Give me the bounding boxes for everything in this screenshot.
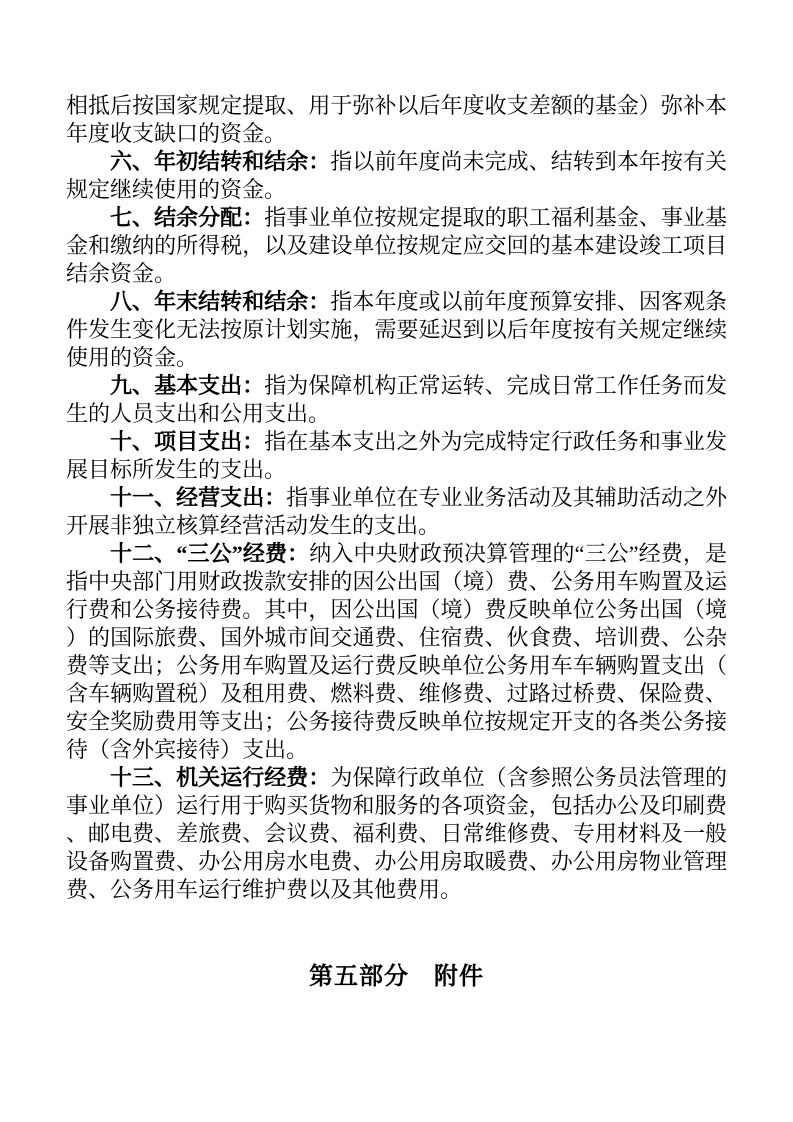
paragraph-text: 指事业单位在专业业务活动及其辅助活动之外开展非独立核算经营活动发生的支出。 [66, 485, 727, 538]
paragraph-head: 十三、机关运行经费： [110, 765, 331, 790]
paragraph-term-13 [66, 764, 727, 904]
paragraph-head: 六、年初结转和结余： [110, 149, 331, 174]
paragraph-text: 指本年度或以前年度预算安排、因客观条件发生变化无法按原计划实施，需要延迟到以后年度按有关规定继续使用的资金。 [66, 289, 727, 370]
paragraph-term-7 [66, 204, 727, 288]
paragraph-head: 十二、“三公”经费： [110, 541, 310, 566]
paragraph-term-12 [66, 540, 727, 764]
paragraph-term-8 [66, 288, 727, 372]
paragraph-term-9 [66, 372, 727, 428]
paragraph-text: 指以前年度尚未完成、结转到本年按有关规定继续使用的资金。 [66, 149, 727, 202]
paragraph-continuation [66, 92, 727, 148]
paragraph-head: 九、基本支出： [110, 373, 265, 398]
paragraph-term-6 [66, 148, 727, 204]
paragraph-text: 相抵后按国家规定提取、用于弥补以后年度收支差额的基金）弥补本年度收支缺口的资金。 [66, 93, 727, 146]
paragraph-head: 十、项目支出： [110, 429, 265, 454]
paragraph-head: 七、结余分配： [110, 205, 265, 230]
paragraph-head: 八、年末结转和结余： [110, 289, 331, 314]
paragraph-text: 指为保障机构正常运转、完成日常工作任务而发生的人员支出和公用支出。 [66, 373, 727, 426]
paragraph-text: 为保障行政单位（含参照公务员法管理的事业单位）运行用于购买货物和服务的各项资金，包括办公及印刷费、邮电费、差旅费、会议费、福利费、日常维修费、专用材料及一般设备购置费、办公用房水电费、办公用房取暖费、办公用房物业管理费、公务用车运行维护费以及其他费用。 [66, 765, 727, 902]
paragraph-text: 指事业单位按规定提取的职工福利基金、事业基金和缴纳的所得税，以及建设单位按规定应交回的基本建设竣工项目结余资金。 [66, 205, 727, 286]
paragraph-head: 十一、经营支出： [110, 485, 287, 510]
section-title: 第五部分 附件 [309, 964, 484, 990]
paragraph-text: 纳入中央财政预决算管理的“三公”经费，是指中央部门用财政拨款安排的因公出国（境）费、公务用车购置及运行费和公务接待费。其中，因公出国（境）费反映单位公务出国（境）的国际旅费、国外城市间交通费、住宿费、伙食费、培训费、公杂费等支出；公务用车购置及运行费反映单位公务用车车辆购置支出（含车辆购置税）及租用费、燃料费、维修费、过路过桥费、保险费、安全奖励费用等支出；公务接待费反映单位按规定开支的各类公务接待（含外宾接待）支出。 [66, 541, 727, 762]
paragraph-term-11 [66, 484, 727, 540]
paragraph-term-10 [66, 428, 727, 484]
paragraph-text: 指在基本支出之外为完成特定行政任务和事业发展目标所发生的支出。 [66, 429, 727, 482]
